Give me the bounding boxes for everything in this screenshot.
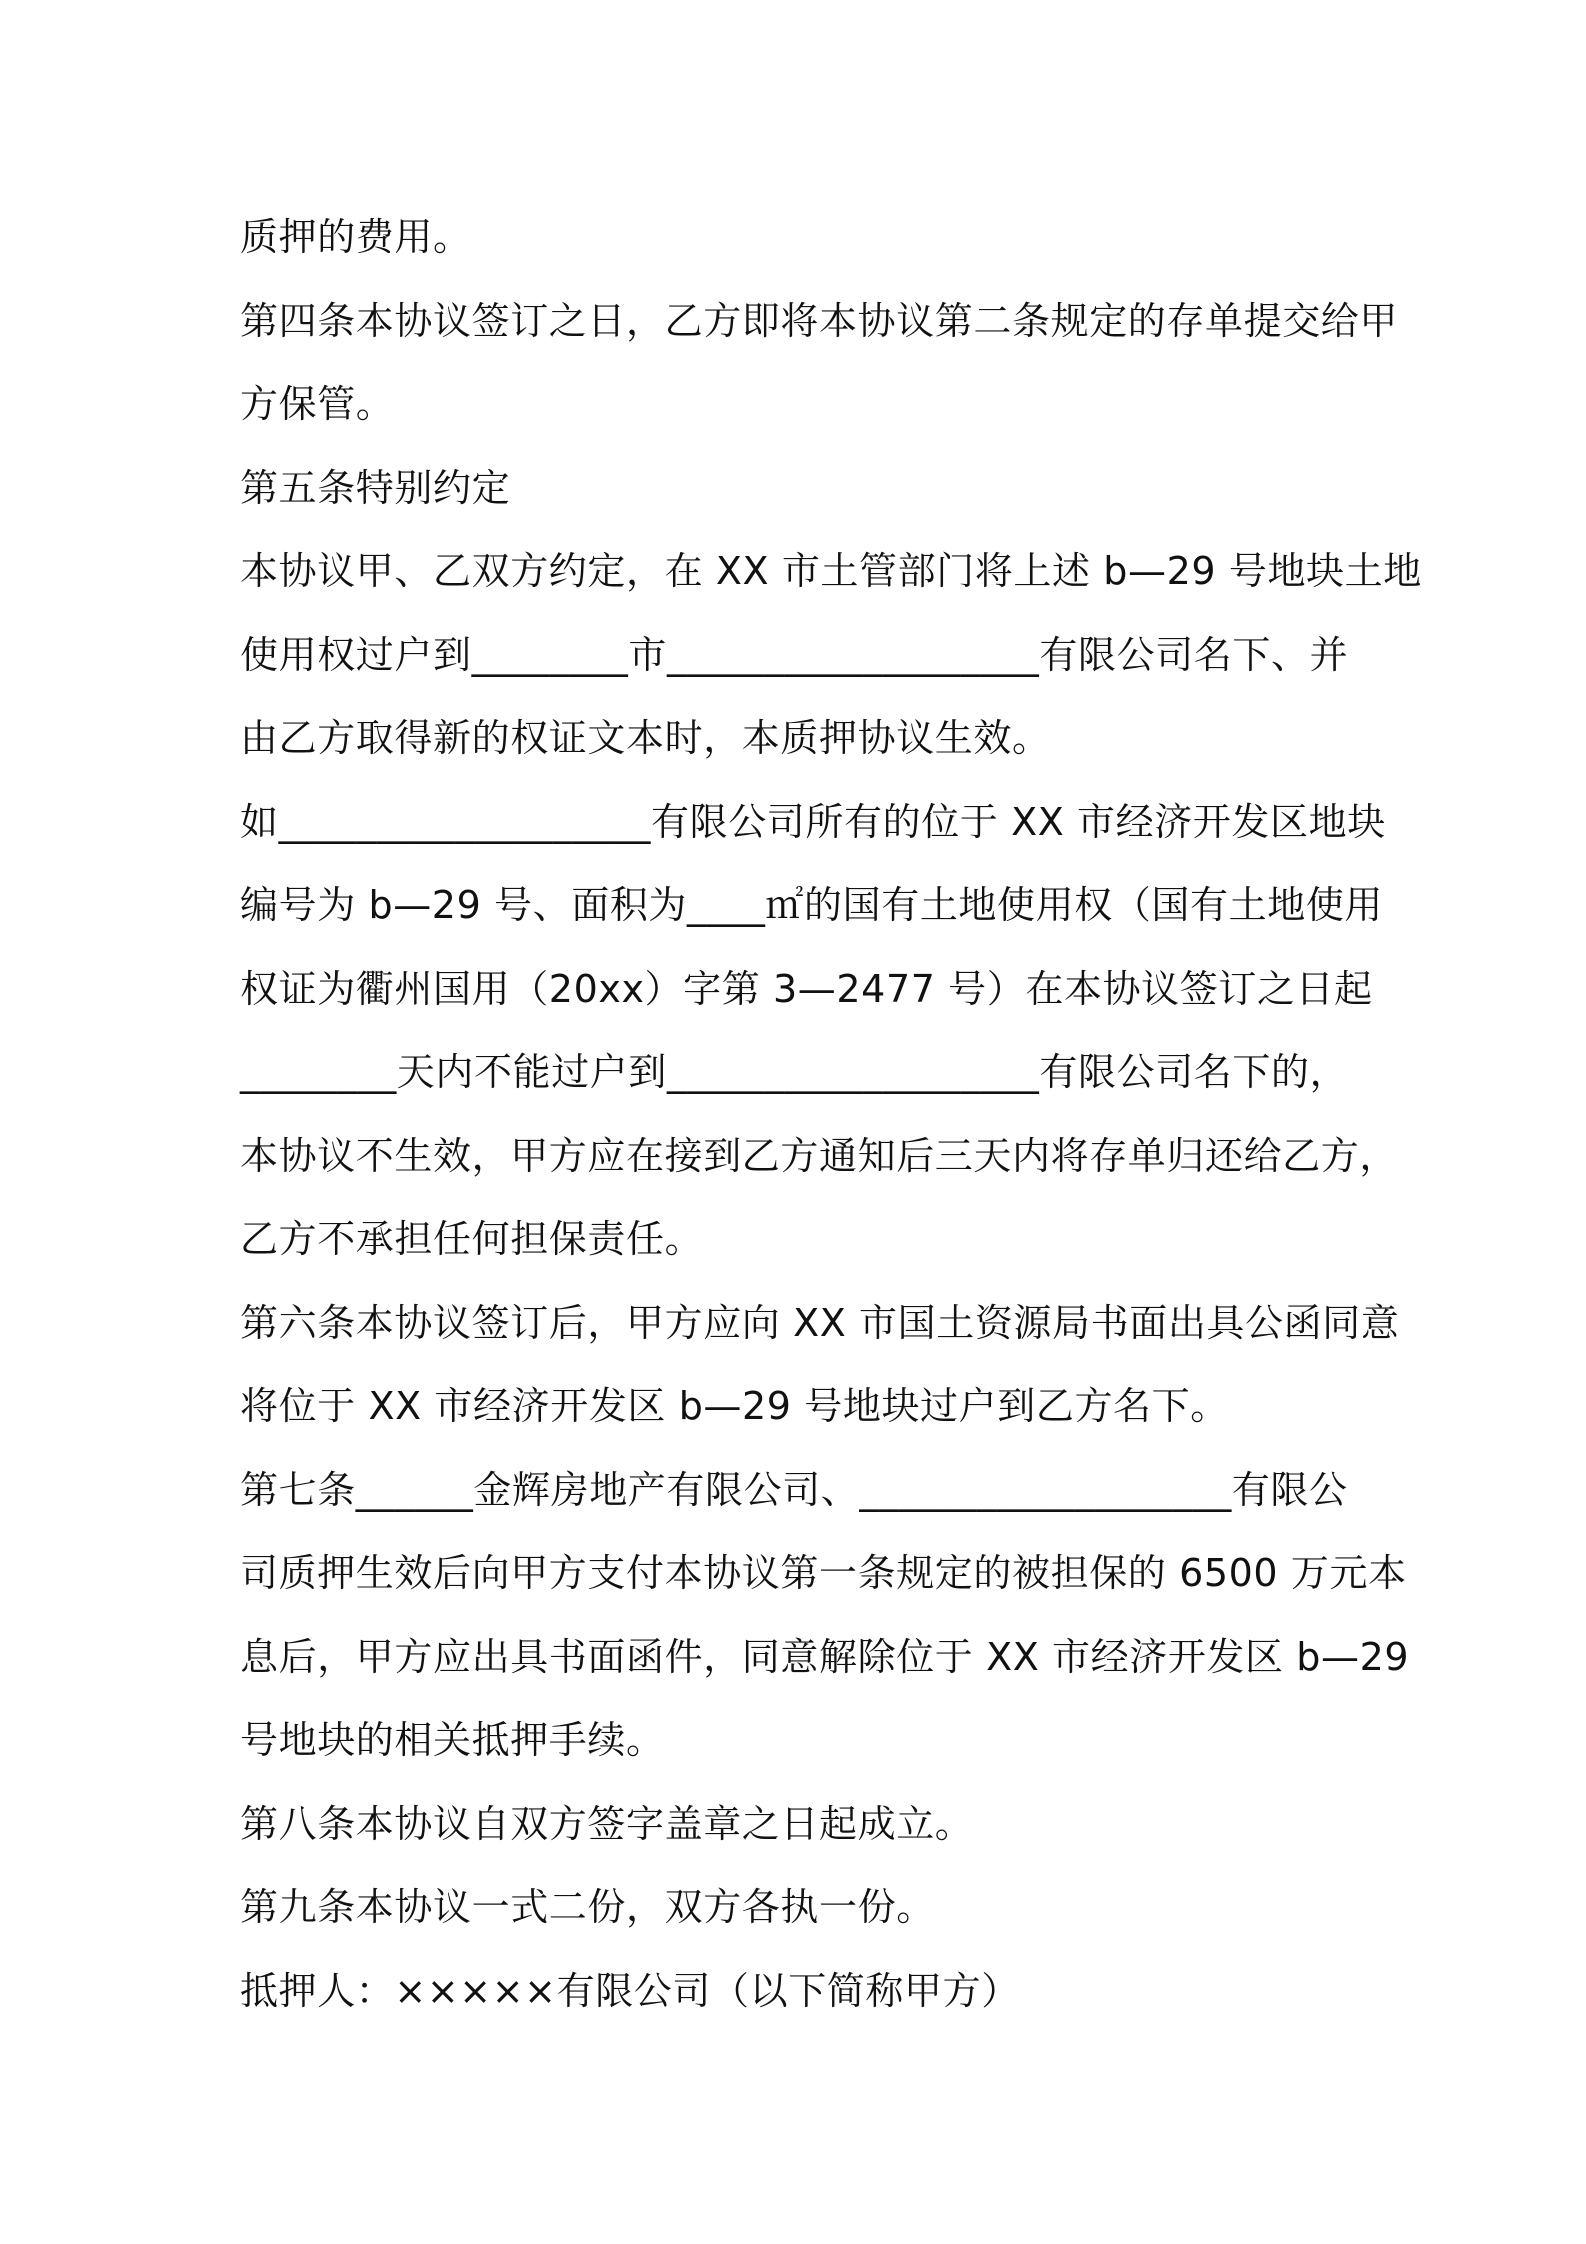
text-line: 第六条本协议签订后，甲方应向 XX 市国土资源局书面出具公函同意 xyxy=(240,1300,1400,1345)
text-line: 第八条本协议自双方签字盖章之日起成立。 xyxy=(240,1801,974,1846)
text-line: 号地块的相关抵押手续。 xyxy=(240,1718,665,1762)
text-line: 由乙方取得新的权证文本时，本质押协议生效。 xyxy=(240,716,1051,760)
text-line: 第七条______金辉房地产有限公司、___________________有限公 xyxy=(240,1467,1348,1512)
text-line: 将位于 XX 市经济开发区 b—29 号地块过户到乙方名下。 xyxy=(240,1384,1229,1428)
text-line: 第四条本协议签订之日，乙方即将本协议第二条规定的存单提交给甲 xyxy=(240,298,1399,343)
text-line: 司质押生效后向甲方支付本协议第一条规定的被担保的 6500 万元本 xyxy=(240,1551,1407,1595)
text-line: 本协议甲、乙双方约定，在 XX 市土管部门将上述 b—29 号地块土地 xyxy=(240,549,1422,593)
text-line: 方保管。 xyxy=(240,382,395,426)
text-line: ________天内不能过户到___________________有限公司名下的， xyxy=(240,1050,1349,1094)
section-heading: 第五条特别约定 xyxy=(240,465,511,510)
text-line: 乙方不承担任何担保责任。 xyxy=(240,1217,704,1261)
document-body xyxy=(240,196,1422,2033)
text-line: 质押的费用。 xyxy=(240,215,472,259)
signatory-line: 抵押人：×××××有限公司（以下简称甲方） xyxy=(240,1968,1020,2013)
text-line: 息后，甲方应出具书面函件，同意解除位于 XX 市经济开发区 b—29 xyxy=(240,1634,1410,1679)
text-line: 第九条本协议一式二份，双方各执一份。 xyxy=(240,1885,935,1929)
text-line: 如___________________有限公司所有的位于 XX 市经济开发区地块 xyxy=(240,799,1386,844)
text-line: 编号为 b—29 号、面积为____㎡的国有土地使用权（国有土地使用 xyxy=(240,883,1384,927)
text-line: 本协议不生效，甲方应在接到乙方通知后三天内将存单归还给乙方， xyxy=(240,1133,1399,1178)
text-line: 权证为衢州国用（20xx）字第 3—2477 号）在本协议签订之日起 xyxy=(240,966,1373,1011)
text-line: 使用权过户到________市___________________有限公司名下、并 xyxy=(240,632,1349,677)
